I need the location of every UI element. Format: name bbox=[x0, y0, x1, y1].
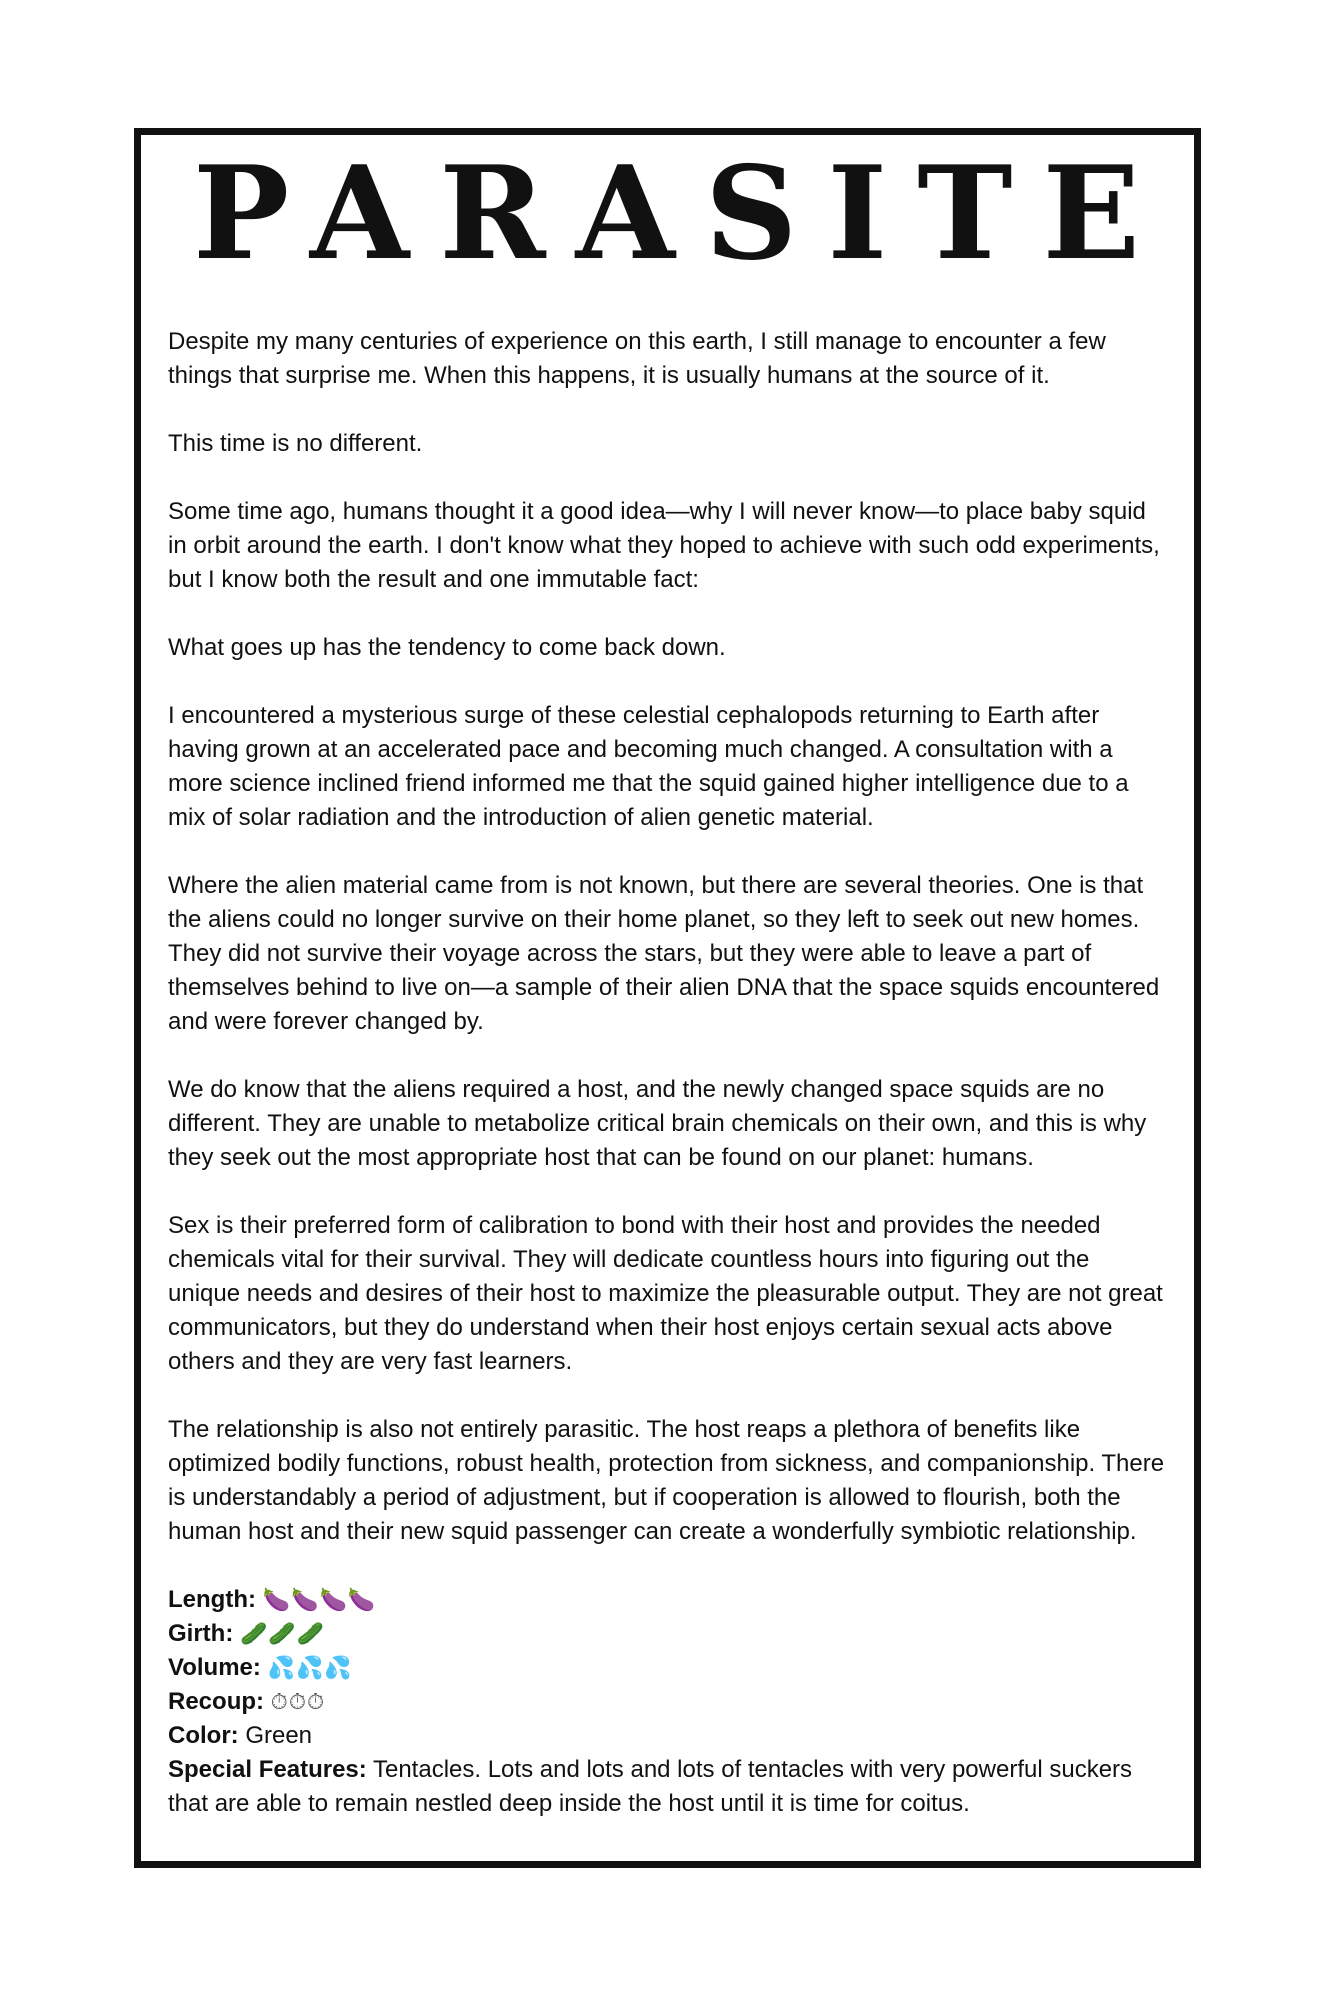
stat-label: Girth: bbox=[168, 1620, 234, 1647]
stopwatch-icon: ⏱⏱⏱ bbox=[270, 1689, 326, 1714]
stat-value: Green bbox=[245, 1722, 313, 1749]
stat-special-features bbox=[168, 1753, 1168, 1821]
page-title: PARASITE bbox=[192, 139, 1171, 289]
cucumber-icon: 🥒🥒🥒 bbox=[240, 1621, 326, 1646]
paragraph: Despite my many centuries of experience on this earth, I still manage to encounter a few things that surprise me. When this happens, it is usually humans at the source of it. bbox=[168, 328, 1106, 389]
stat-label: Volume: bbox=[168, 1654, 261, 1681]
eggplant-icon: 🍆🍆🍆🍆 bbox=[262, 1587, 377, 1612]
paragraph: The relationship is also not entirely parasitic. The host reaps a plethora of benefits like optimized bodily functions, robust health, protection from sickness, and companionship. There is understandably a period of adjustment, but if cooperation is allowed to flourish, both the human host and their new squid passenger can create a wonderfully symbiotic relationship. bbox=[168, 1416, 1165, 1545]
paragraph: This time is no different. bbox=[168, 430, 423, 457]
stat-length bbox=[168, 1583, 1168, 1617]
stat-recoup bbox=[168, 1685, 1168, 1719]
paragraph: I encountered a mysterious surge of these celestial cephalopods returning to Earth after having grown at an accelerated pace and becoming much changed. A consultation with a more science inclined friend informed me that the squid gained higher intelligence due to a mix of solar radiation and the introduction of alien genetic material. bbox=[168, 702, 1129, 831]
stat-label: Special Features: bbox=[168, 1756, 367, 1783]
stats-block bbox=[168, 1583, 1168, 1821]
stat-volume bbox=[168, 1651, 1168, 1685]
stat-girth bbox=[168, 1617, 1168, 1651]
stat-value: Tentacles. Lots and lots and lots of tentacles with very powerful suckers that are able to remain nestled deep inside the host until it is time for coitus. bbox=[168, 1756, 1133, 1817]
body-text bbox=[168, 325, 1168, 1821]
paragraph: Where the alien material came from is not known, but there are several theories. One is that the aliens could no longer survive on their home planet, so they left to seek out new homes. They did not survive their voyage across the stars, but they were able to leave a part of themselves behind to live on—a sample of their alien DNA that the space squids encountered and were forever changed by. bbox=[168, 872, 1160, 1035]
stat-label: Length: bbox=[168, 1586, 256, 1613]
stat-label: Color: bbox=[168, 1722, 239, 1749]
paragraph: Sex is their preferred form of calibration to bond with their host and provides the needed chemicals vital for their survival. They will dedicate countless hours into figuring out the unique needs and desires of their host to maximize the pleasurable output. They are not great communicators, but they do understand when their host enjoys certain sexual acts above others and they are very fast learners. bbox=[168, 1212, 1163, 1375]
paragraph: What goes up has the tendency to come back down. bbox=[168, 634, 726, 661]
stat-color bbox=[168, 1719, 1168, 1753]
stat-label: Recoup: bbox=[168, 1688, 264, 1715]
paragraph: Some time ago, humans thought it a good idea—why I will never know—to place baby squid in orbit around the earth. I don't know what they hoped to achieve with such odd experiments, but I know both the result and one immutable fact: bbox=[168, 498, 1160, 593]
sweat-drops-icon: 💦💦💦 bbox=[267, 1655, 353, 1680]
paragraph: We do know that the aliens required a host, and the newly changed space squids are no different. They are unable to metabolize critical brain chemicals on their own, and this is why they seek out the most appropriate host that can be found on our planet: humans. bbox=[168, 1076, 1147, 1171]
